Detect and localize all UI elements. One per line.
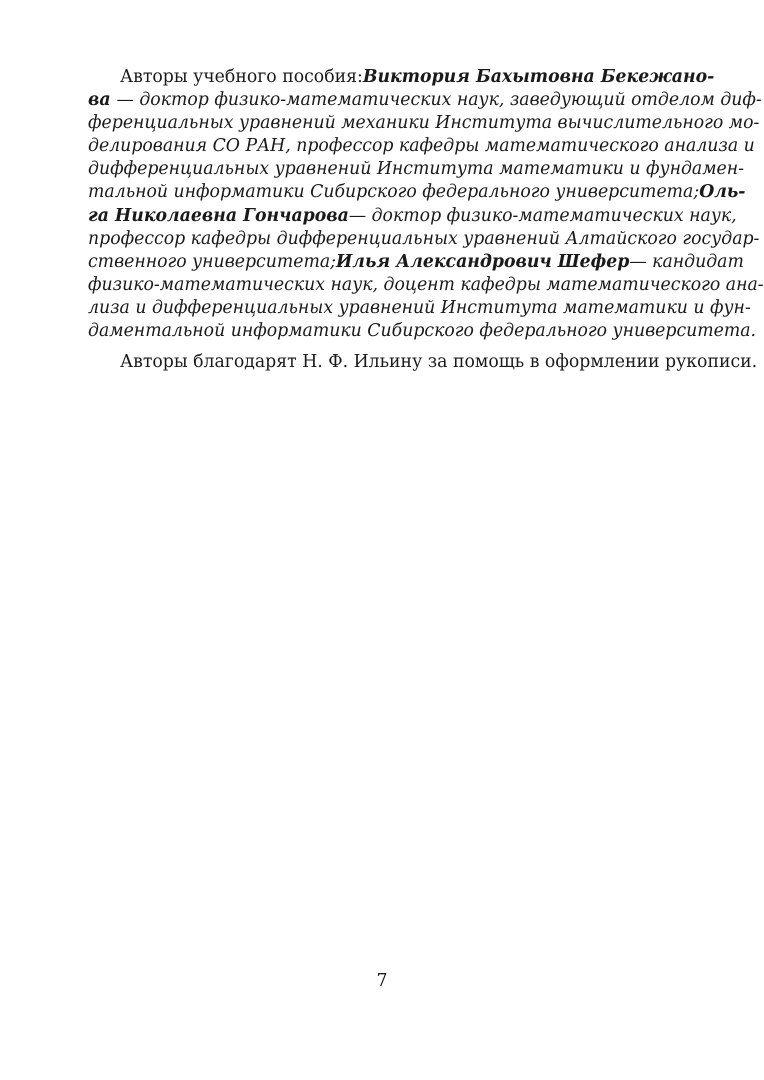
text-line: делирования СО РАН, профессор кафедры математического анализа и <box>88 136 755 157</box>
intro-text: Авторы учебного пособия: <box>120 67 363 87</box>
text-line: лиза и дифференциальных уравнений Института математики и фун- <box>88 297 751 318</box>
text-line: физико-математических наук, доцент кафедры математического ана- <box>88 274 764 295</box>
text-line <box>88 89 762 112</box>
body-text <box>88 66 764 374</box>
author-name: Илья Александрович Шефер <box>335 251 630 272</box>
author-name: Оль- <box>699 182 746 203</box>
author-description: — доктор физико-математических наук, заведующий отделом диф- <box>116 90 762 111</box>
author-name: ва <box>88 90 111 111</box>
author-name: га Николаевна Гончарова <box>88 205 349 226</box>
author-description: — кандидат <box>629 251 744 272</box>
author-name: Виктория Бахытовна Бекежано- <box>362 67 715 87</box>
text-line <box>88 181 746 204</box>
authors-paragraph <box>88 66 764 343</box>
text-line: профессор кафедры дифференциальных уравнений Алтайского государ- <box>88 228 760 249</box>
text-line <box>88 251 744 274</box>
text-line: ференциальных уравнений механики Института вычислительного мо- <box>88 113 760 134</box>
author-description: тальной информатики Сибирского федерального университета; <box>88 182 700 203</box>
author-description: ственного университета; <box>88 251 336 272</box>
text-line: дифференциальных уравнений Института математики и фундамен- <box>88 159 744 180</box>
acknowledgment-text: Авторы благодарят Н. Ф. Ильину за помощь в оформлении рукописи. <box>120 352 758 373</box>
acknowledgment-paragraph <box>88 351 758 374</box>
text-line: даментальной информатики Сибирского федерального университета. <box>88 321 757 342</box>
page-number: 7 <box>376 971 388 991</box>
author-description: — доктор физико-математических наук, <box>348 205 737 226</box>
text-line <box>88 66 715 89</box>
text-line <box>88 205 737 228</box>
